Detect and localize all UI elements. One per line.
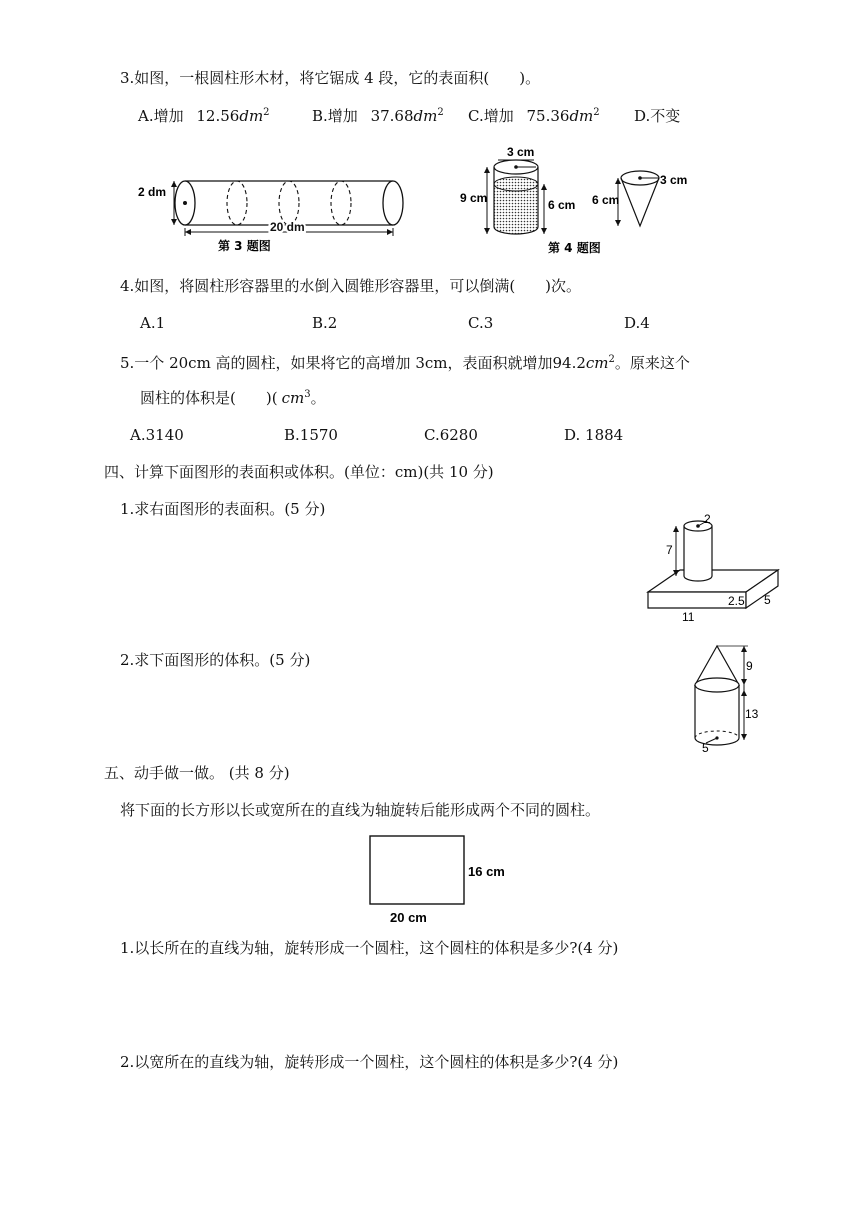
q5-exp2: 3 bbox=[304, 389, 311, 400]
fig4-height-label: 9 cm bbox=[460, 191, 488, 205]
q5-option-a: A.3140 bbox=[130, 426, 184, 444]
q5-text-d: 。 bbox=[310, 389, 326, 407]
fig3-caption: 第 3 题图 bbox=[218, 239, 271, 253]
fig-s4-l-label: 11 bbox=[682, 610, 695, 624]
fig-s4b-cone-h-label: 9 bbox=[746, 659, 753, 673]
fig4-caption: 第 4 题图 bbox=[548, 241, 601, 255]
q3-option-a-value: 12.56 bbox=[196, 107, 240, 125]
section-4-problem-2: 2.求下面图形的体积。(5 分) bbox=[120, 651, 311, 669]
question-5-line2 bbox=[140, 388, 326, 408]
q3-option-b-label: B.增加 bbox=[312, 107, 358, 125]
q3-option-b-exp: 2 bbox=[437, 107, 444, 118]
section-5-problem-2: 2.以宽所在的直线为轴，旋转形成一个圆柱，这个圆柱的体积是多少?(4 分) bbox=[120, 1053, 619, 1071]
section4-fig1-cylinder-on-box bbox=[640, 512, 780, 624]
q5-text-c: 圆柱的体积是( )( bbox=[140, 389, 278, 407]
q3-option-c-label: C.增加 bbox=[468, 107, 514, 125]
q3-option-b-unit: dm bbox=[413, 107, 438, 125]
q3-option-c-unit: dm bbox=[569, 107, 594, 125]
fig3-length-label: 20 dm bbox=[270, 220, 305, 234]
section5-rectangle bbox=[360, 834, 510, 926]
q4-option-a: A.1 bbox=[140, 314, 166, 332]
q3-option-d: D.不变 bbox=[634, 107, 681, 125]
question-3-text: 3.如图，一根圆柱形木材，将它锯成 4 段，它的表面积( )。 bbox=[120, 69, 541, 87]
q3-option-b bbox=[312, 106, 444, 126]
section-5-problem-1: 1.以长所在的直线为轴，旋转形成一个圆柱，这个圆柱的体积是多少?(4 分) bbox=[120, 939, 619, 957]
q5-option-d: D. 1884 bbox=[564, 426, 624, 444]
rect-width-label: 20 cm bbox=[390, 910, 427, 925]
question-5-line1 bbox=[120, 353, 690, 373]
q5-unit2: cm bbox=[281, 389, 305, 407]
q3-option-a-exp: 2 bbox=[263, 107, 270, 118]
q3-option-a-label: A.增加 bbox=[138, 107, 184, 125]
section-4-problem-1: 1.求右面图形的表面积。(5 分) bbox=[120, 500, 326, 518]
q3-option-c-exp: 2 bbox=[593, 107, 600, 118]
fig-s4-r-label: 2 bbox=[704, 512, 711, 526]
q4-option-d: D.4 bbox=[624, 314, 650, 332]
question-4-text: 4.如图，将圆柱形容器里的水倒入圆锥形容器里，可以倒满( )次。 bbox=[120, 277, 582, 295]
fig4-cone-height-label: 6 cm bbox=[592, 193, 620, 207]
q3-option-a bbox=[138, 106, 270, 126]
fig4-cone-radius-label: 3 cm bbox=[660, 173, 688, 187]
section-4-title: 四、计算下面图形的表面积或体积。(单位：cm)(共 10 分) bbox=[104, 463, 494, 481]
fig4-top-label: 3 cm bbox=[507, 145, 535, 159]
q5-text-a: 5.一个 20cm 高的圆柱，如果将它的高增加 3cm，表面积就增加 bbox=[120, 354, 553, 372]
q5-unit: cm bbox=[585, 354, 609, 372]
fig-s4-w-label: 2.5 bbox=[728, 594, 745, 608]
rect-height-label: 16 cm bbox=[468, 864, 505, 879]
section-5-title: 五、动手做一做。 (共 8 分) bbox=[104, 764, 290, 782]
q3-option-c-value: 75.36 bbox=[526, 107, 570, 125]
fig3-diameter-label: 2 dm bbox=[138, 185, 167, 199]
q3-option-c bbox=[468, 106, 600, 126]
section-5-intro: 将下面的长方形以长或宽所在的直线为轴旋转后能形成两个不同的圆柱。 bbox=[120, 801, 601, 819]
q5-exp: 2 bbox=[608, 354, 615, 365]
q4-option-b: B.2 bbox=[312, 314, 338, 332]
fig-s4-d-label: 5 bbox=[764, 593, 771, 607]
fig-s4b-cyl-h-label: 13 bbox=[745, 707, 759, 721]
figure-4-containers bbox=[460, 142, 700, 258]
fig4-water-label: 6 cm bbox=[548, 198, 576, 212]
q3-option-b-value: 37.68 bbox=[370, 107, 414, 125]
q5-text-b: 。原来这个 bbox=[614, 354, 690, 372]
q5-option-b: B.1570 bbox=[284, 426, 338, 444]
q4-option-c: C.3 bbox=[468, 314, 494, 332]
q3-option-a-unit: dm bbox=[239, 107, 264, 125]
fig-s4-h-label: 7 bbox=[666, 543, 673, 557]
figure-3-log bbox=[138, 168, 408, 256]
q5-option-c: C.6280 bbox=[424, 426, 478, 444]
fig-s4b-r-label: 5 bbox=[702, 741, 709, 755]
section4-fig2-cone-on-cylinder bbox=[690, 640, 760, 758]
q5-value: 94.2 bbox=[552, 354, 586, 372]
